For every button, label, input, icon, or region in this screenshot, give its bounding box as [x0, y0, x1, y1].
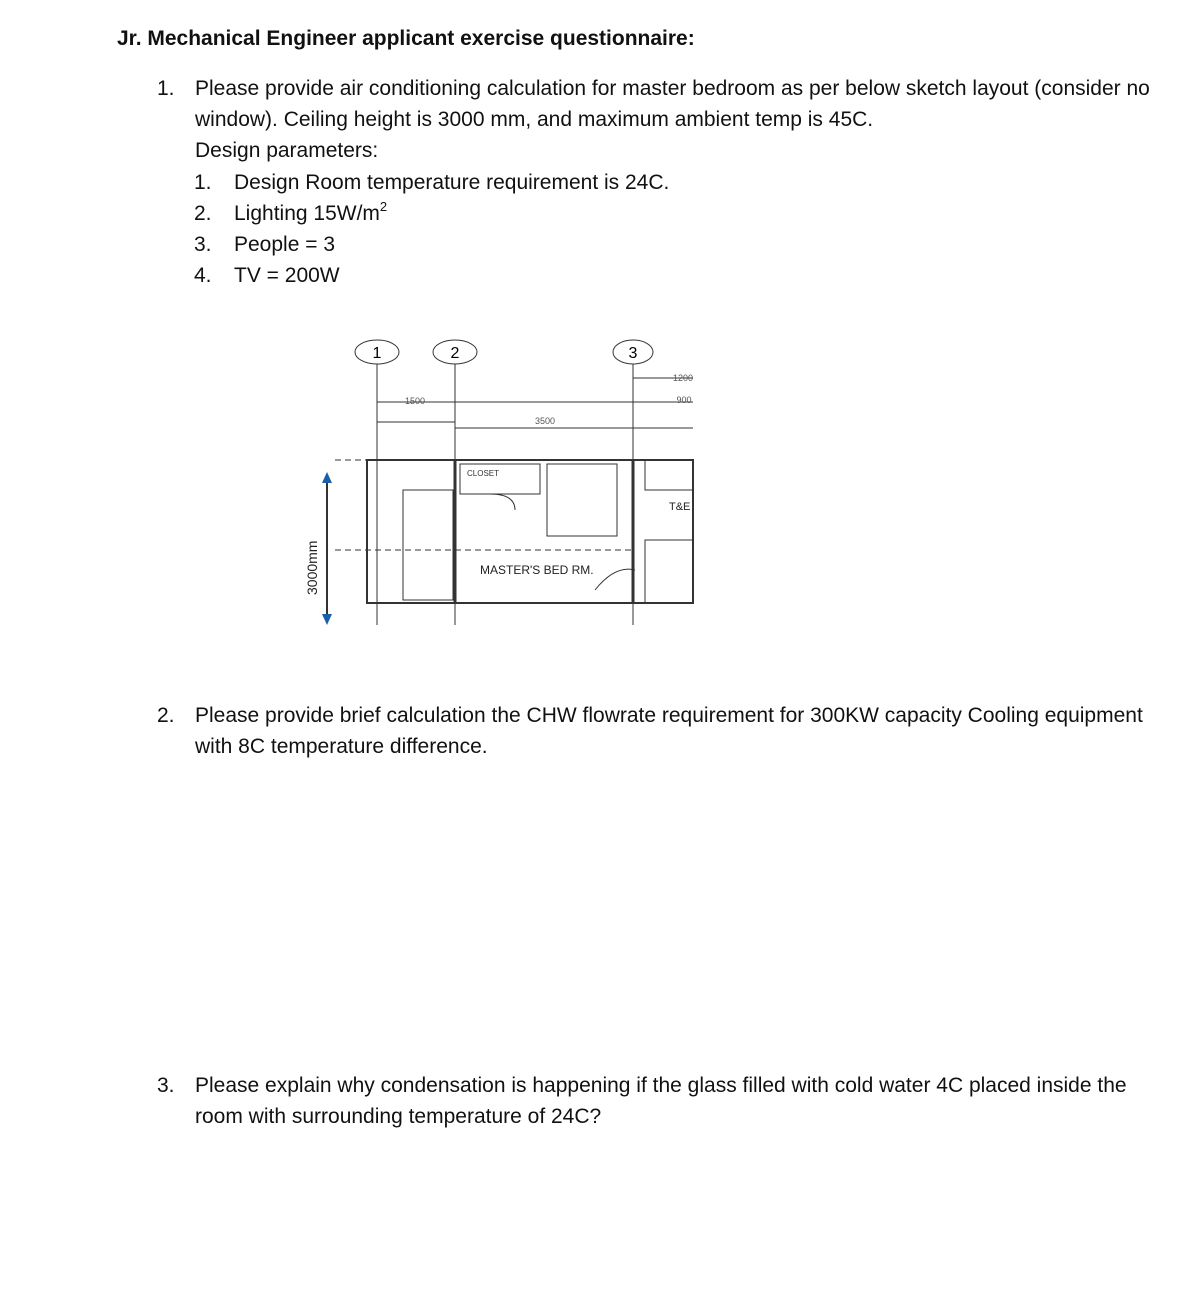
- param-number: 3.: [194, 233, 212, 256]
- question-1-text: Please provide air conditioning calculation for master bedroom as per below sketch layout (consider no window). Ceiling height is 3000 mm, and maximum ambient temp is 45C.: [195, 77, 1150, 131]
- arrow-down-icon: [322, 614, 332, 625]
- param-text: Design Room temperature requirement is 24C.: [234, 171, 670, 194]
- question-2-text: Please provide brief calculation the CHW flowrate requirement for 300KW capacity Cooling equipment with 8C temperature difference.: [195, 704, 1143, 758]
- grid-label: 2: [450, 345, 460, 362]
- dimension-900: 900: [676, 395, 692, 405]
- param-number: 1.: [194, 171, 212, 194]
- param-text: Lighting 15W/m: [234, 202, 380, 225]
- floor-plan-sketch: [295, 330, 705, 630]
- grid-label: 1: [372, 345, 382, 362]
- page-title: Jr. Mechanical Engineer applicant exercise questionnaire:: [117, 27, 695, 50]
- closet-label: CLOSET: [467, 469, 500, 478]
- question-3-number: 3.: [157, 1074, 175, 1097]
- param-item: [194, 229, 335, 260]
- height-dimension-label: 3000mm: [304, 540, 320, 595]
- question-1-number: 1.: [157, 77, 175, 100]
- param-number: 4.: [194, 264, 212, 287]
- arrow-up-icon: [322, 472, 332, 483]
- param-number: 2.: [194, 202, 212, 225]
- param-text: TV = 200W: [234, 264, 340, 287]
- param-item: [194, 167, 669, 198]
- dimension-3500: 3500: [534, 416, 556, 426]
- grid-label: 3: [628, 345, 638, 362]
- question-2-number: 2.: [157, 704, 175, 727]
- question-1: [157, 73, 1155, 166]
- room-label: MASTER'S BED RM.: [480, 563, 594, 577]
- question-3: [157, 1070, 1155, 1132]
- param-item: [194, 198, 387, 229]
- question-2: [157, 700, 1155, 762]
- param-item: [194, 260, 340, 291]
- design-parameters-heading: Design parameters:: [195, 139, 379, 162]
- dimension-1200: 1200: [672, 373, 694, 383]
- param-superscript: 2: [379, 199, 388, 214]
- question-3-text: Please explain why condensation is happening if the glass filled with cold water 4C placed inside the room with surrounding temperature of 24C?: [195, 1074, 1127, 1128]
- param-text: People = 3: [234, 233, 336, 256]
- te-label: T&E: [669, 501, 691, 513]
- dimension-1500: 1500: [404, 396, 426, 406]
